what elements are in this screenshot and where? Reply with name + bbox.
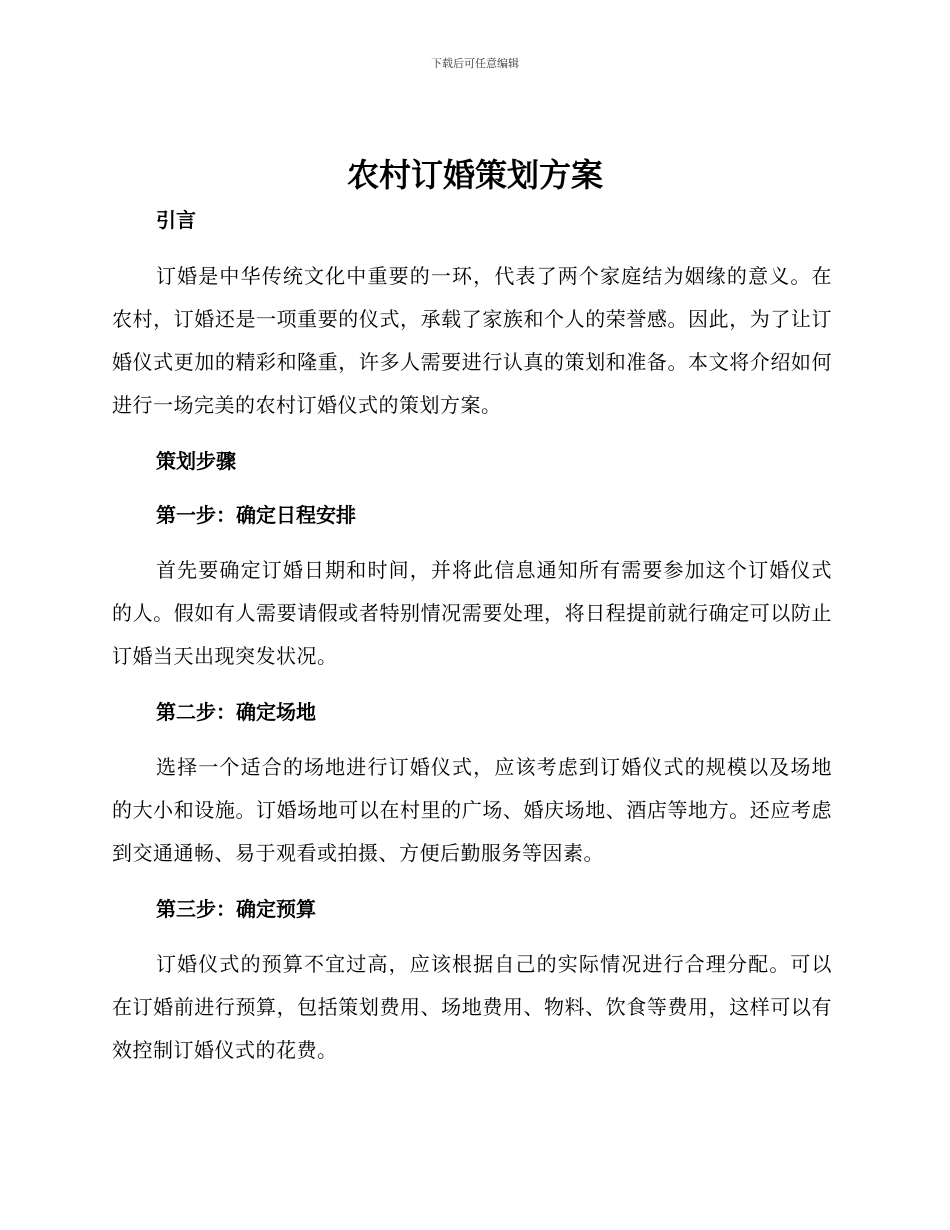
step3-paragraph: 订婚仪式的预算不宜过高，应该根据自己的实际情况进行合理分配。可以在订婚前进行预算，包括策划费用、场地费用、物料、饮食等费用，这样可以有效控制订婚仪式的花费。 [112, 952, 832, 1062]
document-title: 农村订婚策划方案 [346, 156, 603, 194]
step2-paragraph: 选择一个适合的场地进行订婚仪式，应该考虑到订婚仪式的规模以及场地的大小和设施。订婚场地可以在村里的广场、婚庆场地、酒店等地方。还应考虑到交通通畅、易于观看或拍摄、方便后勤服务等因素。 [112, 755, 832, 865]
step1-paragraph: 首先要确定订婚日期和时间，并将此信息通知所有需要参加这个订婚仪式的人。假如有人需要请假或者特别情况需要处理，将日程提前就行确定可以防止订婚当天出现突发状况。 [112, 558, 832, 668]
step3-heading: 第三步：确定预算 [156, 897, 316, 921]
header-note: 下载后可任意编辑 [431, 57, 519, 70]
step2-heading: 第二步：确定场地 [156, 700, 316, 724]
steps-heading: 策划步骤 [156, 449, 236, 473]
document-body [112, 200, 832, 1072]
intro-heading: 引言 [156, 208, 196, 232]
step1-heading: 第一步：确定日程安排 [156, 503, 356, 527]
intro-paragraph: 订婚是中华传统文化中重要的一环，代表了两个家庭结为姻缘的意义。在农村，订婚还是一项重要的仪式，承载了家族和个人的荣誉感。因此，为了让订婚仪式更加的精彩和隆重，许多人需要进行认真的策划和准备。本文将介绍如何进行一场完美的农村订婚仪式的策划方案。 [112, 264, 832, 417]
